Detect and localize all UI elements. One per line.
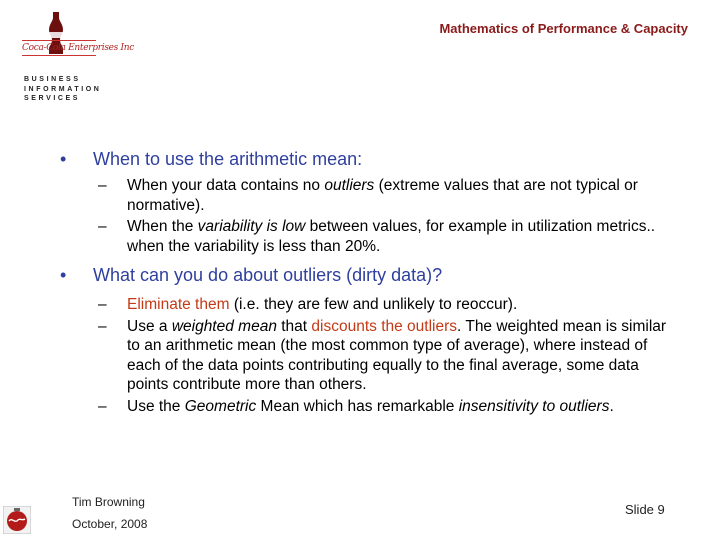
bullet-item xyxy=(60,148,680,170)
sub-bullet-text: Use the xyxy=(127,397,185,415)
bullet-text: When to use the arithmetic mean: xyxy=(93,149,363,169)
sub-bullet-text: When your data contains no xyxy=(127,177,325,194)
slide-body xyxy=(60,148,680,416)
sub-bullet-item xyxy=(60,317,680,395)
sub-bullet-text: (extreme values that are not typical or normative). xyxy=(127,177,638,214)
slide-number: Slide 9 xyxy=(625,502,665,517)
coca-cola-disc-icon xyxy=(3,506,31,534)
logo-line: INFORMATION xyxy=(24,85,102,93)
sub-bullet-item xyxy=(60,295,680,315)
slide-header-title: Mathematics of Performance & Capacity xyxy=(439,21,688,36)
sub-bullet-item xyxy=(60,217,680,256)
sub-bullet-dash: – xyxy=(98,317,107,335)
sub-bullet-item xyxy=(60,176,680,215)
highlight-text: Eliminate them xyxy=(127,296,230,313)
emphasis-text: outliers xyxy=(324,177,375,194)
sub-bullet-text: between values, for example in utilization metrics.. when the variability is less than 20%. xyxy=(127,218,656,255)
logo-line: BUSINESS xyxy=(24,76,81,83)
bullet-marker: • xyxy=(60,149,67,169)
sub-bullet-dash: – xyxy=(98,218,107,235)
sub-bullet-text: that xyxy=(276,317,312,335)
sub-bullet-dash: – xyxy=(98,296,107,313)
emphasis-text: Geometric xyxy=(184,397,257,415)
sub-bullet-text: When the xyxy=(127,218,198,235)
sub-bullet-dash: – xyxy=(98,177,107,194)
emphasis-text: variability is low xyxy=(197,218,306,235)
sub-bullet-dash: – xyxy=(98,397,107,415)
sub-bullet-text: Mean which has remarkable xyxy=(256,397,459,415)
emphasis-text: insensitivity to outliers xyxy=(458,397,610,415)
footer-date: October, 2008 xyxy=(72,517,148,531)
bullet-item xyxy=(60,264,680,286)
bullet-marker: • xyxy=(60,265,67,285)
emphasis-text: weighted mean xyxy=(171,317,277,335)
footer-author: Tim Browning xyxy=(72,495,145,509)
sub-bullet-text: Use a xyxy=(127,317,172,335)
logo-text-block xyxy=(24,75,101,104)
sub-bullet-item xyxy=(60,397,680,417)
logo-script-text: Coca-Cola Enterprises Inc xyxy=(22,40,96,56)
sub-bullet-text: . The weighted mean is similar to an arithmetic mean (the most common type of average), where instead of each of the data points contributing equally to the final average, some data points contribute more than others. xyxy=(127,317,667,393)
company-logo xyxy=(18,12,135,104)
logo-line: SERVICES xyxy=(24,95,81,102)
sub-bullet-text: (i.e. they are few and unlikely to reoccur). xyxy=(229,296,518,313)
highlight-text: discounts the outliers xyxy=(311,317,458,335)
sub-bullet-text: . xyxy=(609,397,614,415)
bullet-text: What can you do about outliers (dirty data)? xyxy=(93,265,443,285)
